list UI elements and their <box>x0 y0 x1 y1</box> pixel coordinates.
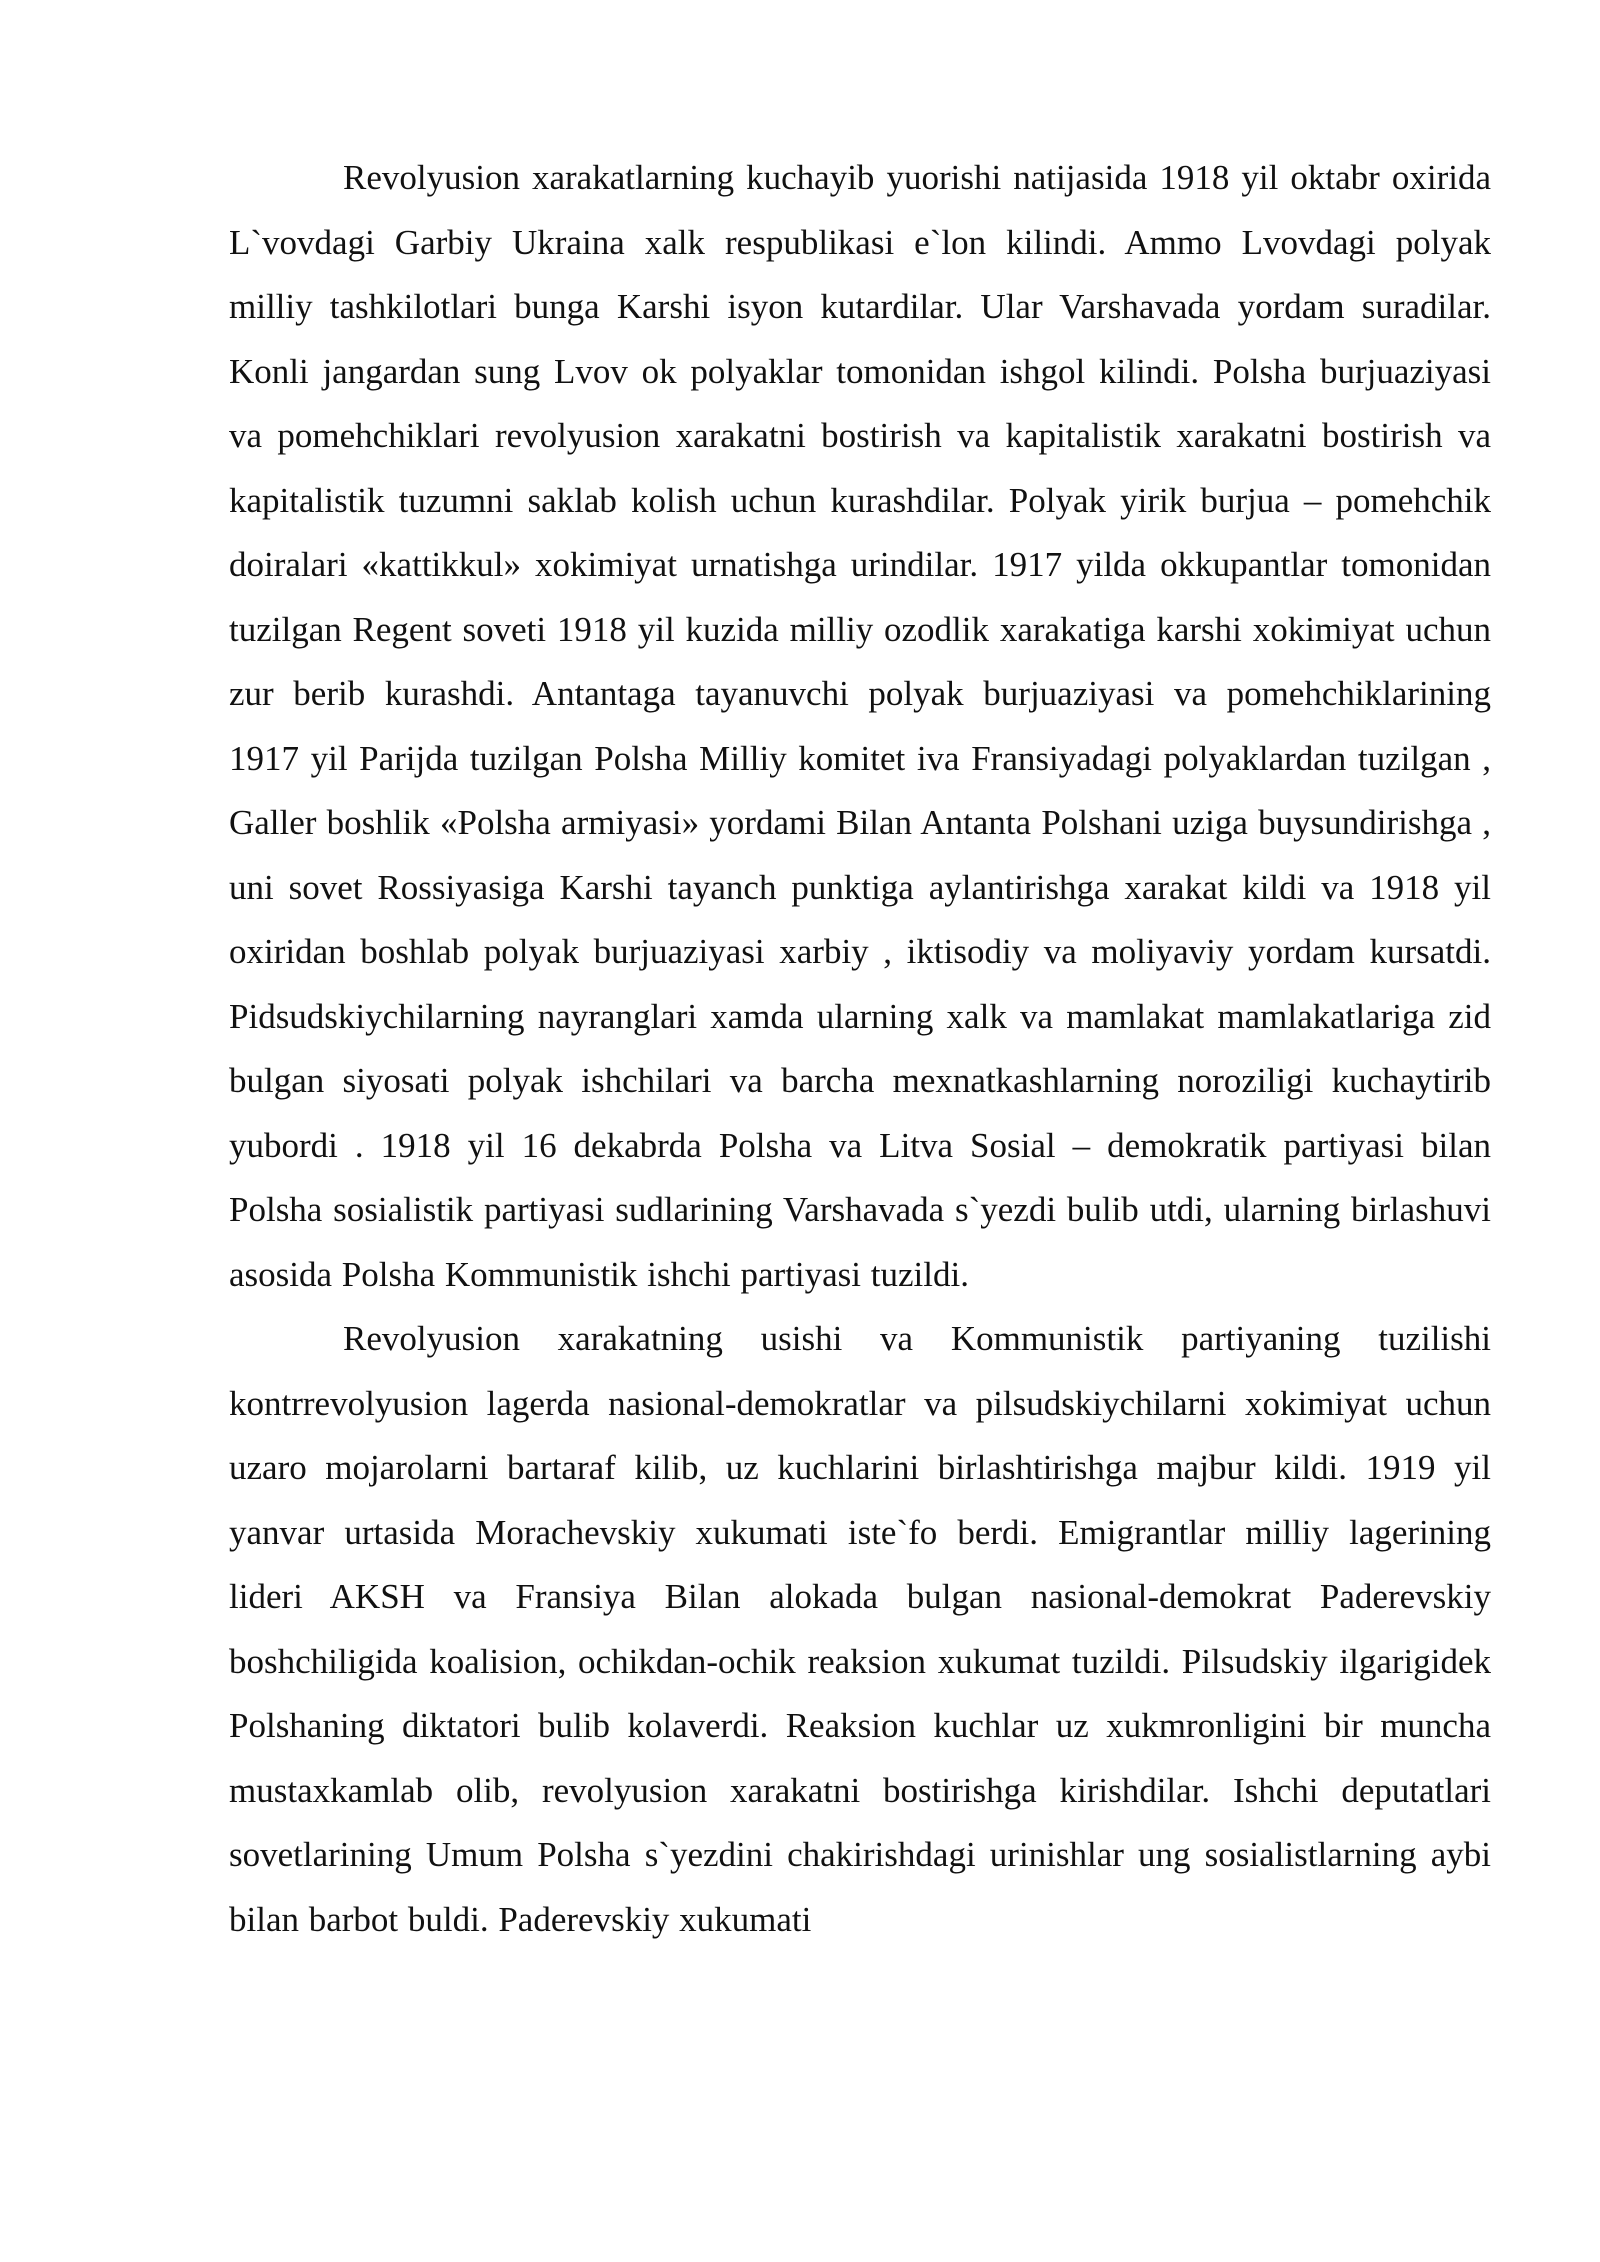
document-body <box>229 146 1491 1952</box>
paragraph-1: Revolyusion xarakatlarning kuchayib yuorishi natijasida 1918 yil oktabr oxirida L`vovdagi Garbiy Ukraina xalk respublikasi e`lon kilindi. Ammo Lvovdagi polyak milliy tashkilotlari bunga Karshi isyon kutardilar. Ular Varshavada yordam suradilar. Konli jangardan sung Lvov ok polyaklar tomonidan ishgol kilindi. Polsha burjuaziyasi va pomehchiklari revolyusion xarakatni bostirish va kapitalistik xarakatni bostirish va kapitalistik tuzumni saklab kolish uchun kurashdilar. Polyak yirik burjua – pomehchik doiralari «kattikkul» xokimiyat urnatishga urindilar. 1917 yilda okkupantlar tomonidan tuzilgan Regent soveti 1918 yil kuzida milliy ozodlik xarakatiga karshi xokimiyat uchun zur berib kurashdi. Antantaga tayanuvchi polyak burjuaziyasi va pomehchiklarining 1917 yil Parijda tuzilgan Polsha Milliy komitet iva Fransiyadagi polyaklardan tuzilgan , Galler boshlik «Polsha armiyasi» yordami Bilan Antanta Polshani uziga buysundirishga , uni sovet Rossiyasiga Karshi tayanch punktiga aylantirishga xarakat kildi va 1918 yil oxiridan boshlab polyak burjuaziyasi xarbiy , iktisodiy va moliyaviy yordam kursatdi. Pidsudskiychilarning nayranglari xamda ularning xalk va mamlakat mamlakatlariga zid bulgan siyosati polyak ishchilari va barcha mexnatkashlarning noroziligi kuchaytirib yubordi . 1918 yil 16 dekabrda Polsha va Litva Sosial – demokratik partiyasi bilan Polsha sosialistik partiyasi sudlarining Varshavada s`yezdi bulib utdi, ularning birlashuvi asosida Polsha Kommunistik ishchi partiyasi tuzildi. <box>229 158 1491 1294</box>
paragraph-2: Revolyusion xarakatning usishi va Kommunistik partiyaning tuzilishi kontrrevolyusion lagerda nasional-demokratlar va pilsudskiychilarni xokimiyat uchun uzaro mojarolarni bartaraf kilib, uz kuchlarini birlashtirishga majbur kildi. 1919 yil yanvar urtasida Morachevskiy xukumati iste`fo berdi. Emigrantlar milliy lagerining lideri AKSH va Fransiya Bilan alokada bulgan nasional-demokrat Paderevskiy boshchiligida koalision, ochikdan-ochik reaksion xukumat tuzildi. Pilsudskiy ilgarigidek Polshaning diktatori bulib kolaverdi. Reaksion kuchlar uz xukmronligini bir muncha mustaxkamlab olib, revolyusion xarakatni bostirishga kirishdilar. Ishchi deputatlari sovetlarining Umum Polsha s`yezdini chakirishdagi urinishlar ung sosialistlarning aybi bilan barbot buldi. Paderevskiy xukumati <box>229 1319 1491 1939</box>
